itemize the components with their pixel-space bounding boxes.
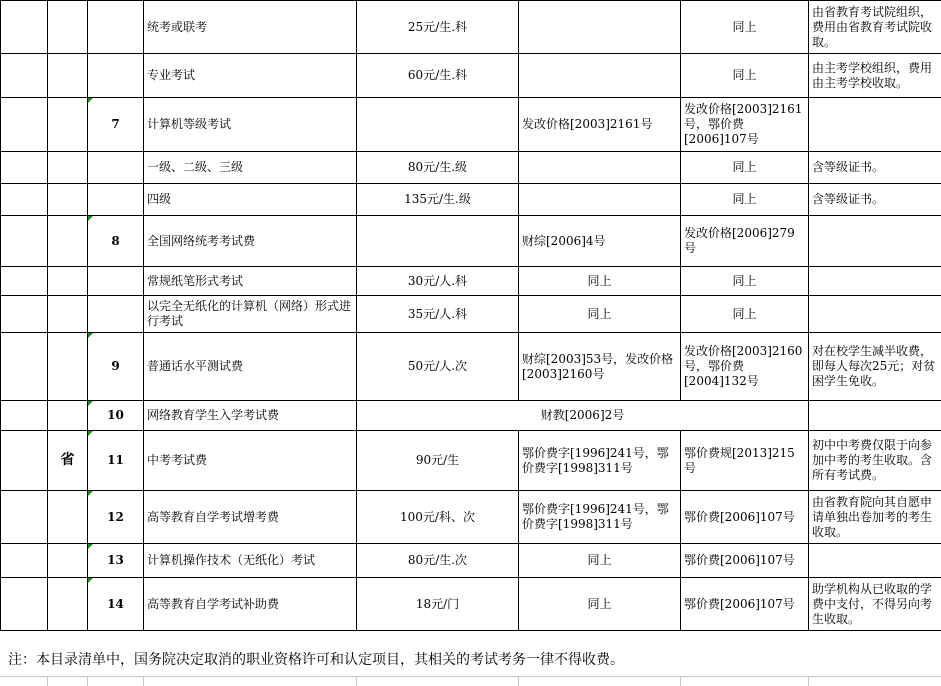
table-row bbox=[1, 544, 941, 578]
basis1-cell bbox=[519, 152, 681, 184]
no-cell: 11 bbox=[88, 431, 144, 491]
col-b-cell bbox=[48, 184, 88, 216]
col-a-cell bbox=[1, 431, 48, 491]
table-row bbox=[1, 152, 941, 184]
basis1-cell: 鄂价费字[1996]241号，鄂价费字[1998]311号 bbox=[519, 491, 681, 544]
remark-cell: 由主考学校组织，费用由主考学校收取。 bbox=[809, 54, 941, 98]
basis1-cell bbox=[519, 184, 681, 216]
no-cell bbox=[88, 1, 144, 54]
col-b-cell bbox=[48, 267, 88, 296]
no-cell: 12 bbox=[88, 491, 144, 544]
standard-cell: 80元/生.次 bbox=[357, 544, 519, 578]
standard-cell: 18元/门 bbox=[357, 578, 519, 631]
no-cell: 14 bbox=[88, 578, 144, 631]
remark-cell: 含等级证书。 bbox=[809, 152, 941, 184]
item-cell: 高等教育自学考试补助费 bbox=[144, 578, 357, 631]
basis2-cell: 鄂价费[2006]107号 bbox=[681, 544, 809, 578]
basis2-cell: 鄂价费[2006]107号 bbox=[681, 491, 809, 544]
item-cell: 全国网络统考考试费 bbox=[144, 216, 357, 267]
item-cell: 统考或联考 bbox=[144, 1, 357, 54]
col-a-cell bbox=[1, 1, 48, 54]
item-cell: 普通话水平测试费 bbox=[144, 333, 357, 401]
standard-cell: 50元/人.次 bbox=[357, 333, 519, 401]
no-cell: 13 bbox=[88, 544, 144, 578]
col-b-cell bbox=[48, 296, 88, 333]
table-row bbox=[1, 184, 941, 216]
footnote: 注：本目录清单中，国务院决定取消的职业资格许可和认定项目，其相关的考试考务一律不得收费。 bbox=[8, 649, 624, 669]
col-a-cell bbox=[1, 152, 48, 184]
basis1-cell: 同上 bbox=[519, 267, 681, 296]
no-cell: 9 bbox=[88, 333, 144, 401]
col-b-cell: 省 bbox=[48, 431, 88, 491]
basis1-cell: 同上 bbox=[519, 296, 681, 333]
remark-cell: 初中中考费仅限于向参加中考的考生收取。含所有考试费。 bbox=[809, 431, 941, 491]
col-a-cell bbox=[1, 98, 48, 152]
basis2-cell: 同上 bbox=[681, 296, 809, 333]
standard-cell: 135元/生.级 bbox=[357, 184, 519, 216]
standard-cell: 80元/生.级 bbox=[357, 152, 519, 184]
col-b-cell bbox=[48, 98, 88, 152]
col-a-cell bbox=[1, 578, 48, 631]
no-cell: 8 bbox=[88, 216, 144, 267]
basis2-cell: 同上 bbox=[681, 152, 809, 184]
col-b-cell bbox=[48, 216, 88, 267]
basis2-cell: 同上 bbox=[681, 184, 809, 216]
basis1-cell bbox=[519, 54, 681, 98]
no-cell: 10 bbox=[88, 401, 144, 431]
remark-cell: 含等级证书。 bbox=[809, 184, 941, 216]
remark-cell bbox=[809, 216, 941, 267]
col-b-cell bbox=[48, 54, 88, 98]
basis1-cell: 同上 bbox=[519, 578, 681, 631]
standard-cell: 90元/生 bbox=[357, 431, 519, 491]
no-cell: 7 bbox=[88, 98, 144, 152]
col-b-cell bbox=[48, 491, 88, 544]
no-cell bbox=[88, 54, 144, 98]
item-cell: 网络教育学生入学考试费 bbox=[144, 401, 357, 431]
basis2-cell: 发改价格[2003]2160号，鄂价费[2004]132号 bbox=[681, 333, 809, 401]
basis1-cell: 同上 bbox=[519, 544, 681, 578]
col-a-cell bbox=[1, 216, 48, 267]
remark-cell: 助学机构从已收取的学费中支付，不得另向考生收取。 bbox=[809, 578, 941, 631]
remark-cell bbox=[809, 267, 941, 296]
basis2-cell: 鄂价费[2006]107号 bbox=[681, 578, 809, 631]
basis2-cell: 同上 bbox=[681, 54, 809, 98]
no-cell bbox=[88, 267, 144, 296]
table-row bbox=[1, 431, 941, 491]
standard-cell: 100元/科、次 bbox=[357, 491, 519, 544]
table-row bbox=[1, 491, 941, 544]
remark-cell bbox=[809, 544, 941, 578]
basis2-cell: 鄂价费规[2013]215号 bbox=[681, 431, 809, 491]
basis1-cell: 鄂价费字[1996]241号，鄂价费字[1998]311号 bbox=[519, 431, 681, 491]
item-cell: 一级、二级、三级 bbox=[144, 152, 357, 184]
col-b-cell bbox=[48, 1, 88, 54]
item-cell: 计算机操作技术（无纸化）考试 bbox=[144, 544, 357, 578]
basis2-cell bbox=[809, 401, 941, 431]
no-cell bbox=[88, 152, 144, 184]
table-row bbox=[1, 267, 941, 296]
basis1-cell bbox=[519, 1, 681, 54]
col-b-cell bbox=[48, 578, 88, 631]
remark-cell: 由省教育院向其自愿申请单独出卷加考的考生收取。 bbox=[809, 491, 941, 544]
table-row bbox=[1, 54, 941, 98]
basis1-cell: 发改价格[2003]2161号 bbox=[519, 98, 681, 152]
basis2-cell: 发改价格[2006]279号 bbox=[681, 216, 809, 267]
no-cell bbox=[88, 184, 144, 216]
col-b-cell bbox=[48, 333, 88, 401]
table-row bbox=[1, 578, 941, 631]
basis2-cell: 同上 bbox=[681, 1, 809, 54]
table-row bbox=[1, 333, 941, 401]
col-a-cell bbox=[1, 333, 48, 401]
table-row bbox=[1, 98, 941, 152]
col-a-cell bbox=[1, 267, 48, 296]
basis1-cell: 财综[2006]4号 bbox=[519, 216, 681, 267]
table-row bbox=[1, 401, 941, 431]
basis2-cell: 发改价格[2003]2161号，鄂价费[2006]107号 bbox=[681, 98, 809, 152]
item-cell: 四级 bbox=[144, 184, 357, 216]
table-row bbox=[1, 1, 941, 54]
basis1-cell: 财综[2003]53号，发改价格[2003]2160号 bbox=[519, 333, 681, 401]
standard-cell: 30元/人.科 bbox=[357, 267, 519, 296]
col-b-cell bbox=[48, 401, 88, 431]
item-cell: 常规纸笔形式考试 bbox=[144, 267, 357, 296]
col-a-cell bbox=[1, 544, 48, 578]
remark-cell bbox=[809, 296, 941, 333]
item-cell: 计算机等级考试 bbox=[144, 98, 357, 152]
basis2-cell: 同上 bbox=[681, 267, 809, 296]
standard-cell: 25元/生.科 bbox=[357, 1, 519, 54]
remark-cell: 对在校学生减半收费，即每人每次25元；对贫困学生免收。 bbox=[809, 333, 941, 401]
no-cell bbox=[88, 296, 144, 333]
col-b-cell bbox=[48, 152, 88, 184]
col-a-cell bbox=[1, 54, 48, 98]
item-cell: 中考考试费 bbox=[144, 431, 357, 491]
standard-cell bbox=[357, 98, 519, 152]
standard-cell: 60元/生.科 bbox=[357, 54, 519, 98]
standard-cell bbox=[357, 216, 519, 267]
col-a-cell bbox=[1, 184, 48, 216]
remark-cell: 由省教育考试院组织，费用由省教育考试院收取。 bbox=[809, 1, 941, 54]
table-row bbox=[1, 216, 941, 267]
item-cell: 高等教育自学考试增考费 bbox=[144, 491, 357, 544]
table-row bbox=[1, 296, 941, 333]
col-b-cell bbox=[48, 544, 88, 578]
remark-cell bbox=[809, 98, 941, 152]
col-a-cell bbox=[1, 296, 48, 333]
standard-cell: 35元/人.科 bbox=[357, 296, 519, 333]
col-a-cell bbox=[1, 401, 48, 431]
basis-merged-cell: 财教[2006]2号 bbox=[357, 401, 809, 431]
col-a-cell bbox=[1, 491, 48, 544]
item-cell: 专业考试 bbox=[144, 54, 357, 98]
item-cell: 以完全无纸化的计算机（网络）形式进行考试 bbox=[144, 296, 357, 333]
